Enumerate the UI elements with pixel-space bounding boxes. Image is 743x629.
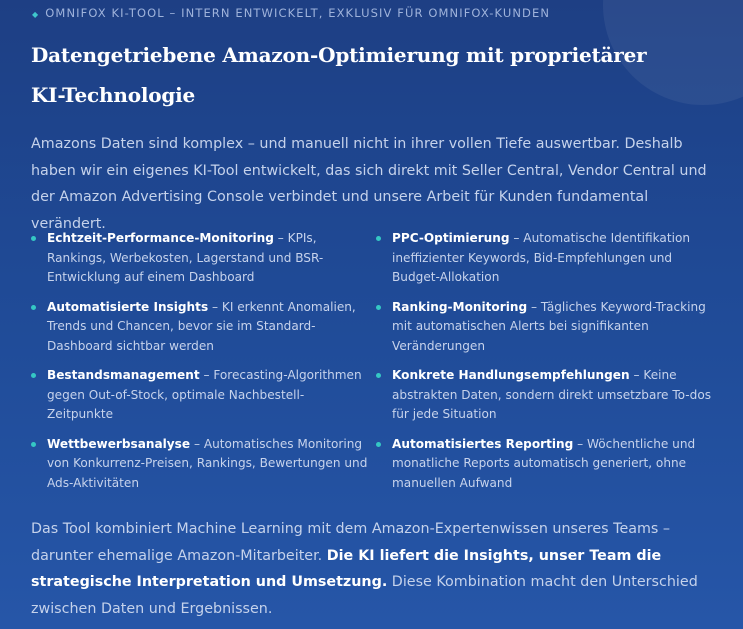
feature-title: Wettbewerbsanalyse [47,436,191,451]
feature-text: – KPIs, Rankings, Werbekosten, Lagerstand und BSR-Entwicklung auf einem Dashboard [47,231,324,284]
feature-text: – Forecasting-Algorithmen gegen Out-of-Stock, optimale Nachbestell-Zeitpunkte [47,368,362,421]
section-eyebrow [32,6,550,20]
feature-item [376,298,721,357]
feature-item [31,298,376,357]
bullet-dot-icon [31,305,36,310]
feature-title: Echtzeit-Performance-Monitoring [47,231,274,245]
feature-title: Bestandsmanagement [47,368,200,382]
section-title: Datengetriebene Amazon-Optimierung mit proprietärer KI-Technologie [31,43,647,107]
bullet-dot-icon [376,373,381,378]
bullet-dot-icon [376,236,381,241]
feature-title: Automatisierte Insights [47,299,209,314]
feature-text: – Wöchentliche und monatliche Reports automatisch generiert, ohne manuellen Aufwand [392,436,696,490]
outro-text: Das Tool kombiniert Machine Learning mit dem Amazon-Expertenwissen unseres Teams – darunter ehemalige Amazon-Mitarbeiter. [31,521,671,564]
feature-title: Konkrete Handlungsempfehlungen [392,368,630,382]
feature-item [376,366,721,425]
feature-item [376,435,721,494]
feature-text: – Tägliches Keyword-Tracking mit automatischen Alerts bei signifikanten Veränderungen [392,299,706,353]
bullet-dot-icon [31,442,36,447]
feature-text: – KI erkennt Anomalien, Trends und Chancen, bevor sie im Standard-Dashboard sichtbar werden [47,299,356,353]
feature-title: Automatisiertes Reporting [392,436,574,451]
feature-item [31,229,376,288]
eyebrow-text: OMNIFOX KI-TOOL – INTERN ENTWICKELT, EXKLUSIV FÜR OMNIFOX-KUNDEN [45,6,551,20]
intro-paragraph: Amazons Daten sind komplex – und manuell nicht in ihrer vollen Tiefe auswertbar. Deshalb haben wir ein eigenes KI-Tool entwickelt, das sich direkt mit Seller Central, Vendor Central und der Amazon Advertising Console verbindet und unsere Arbeit für Kunden fundamental verändert. [31,136,707,232]
bullet-dot-icon [376,442,381,447]
outro-paragraph [31,516,721,622]
diamond-icon: ◆ [32,10,40,19]
feature-item [31,366,376,425]
feature-text: – Automatische Identifikation ineffizienter Keywords, Bid-Empfehlungen und Budget-Allokation [392,231,691,284]
feature-list [31,229,721,493]
feature-title: Ranking-Monitoring [392,299,528,314]
feature-title: PPC-Optimierung [392,231,510,245]
bullet-dot-icon [31,236,36,241]
bullet-dot-icon [31,373,36,378]
outro-highlight: Die KI liefert die Insights, unser Team die strategische Interpretation und Umsetzung. [31,547,662,590]
feature-item [376,229,721,288]
bullet-dot-icon [376,305,381,310]
feature-text: – Keine abstrakten Daten, sondern direkt umsetzbare To-dos für jede Situation [392,368,712,421]
feature-text: – Automatisches Monitoring von Konkurrenz-Preisen, Rankings, Bewertungen und Ads-Aktivitäten [47,436,368,490]
feature-item [31,435,376,494]
outro-text-end: Diese Kombination macht den Unterschied zwischen Daten und Ergebnissen. [31,574,698,617]
